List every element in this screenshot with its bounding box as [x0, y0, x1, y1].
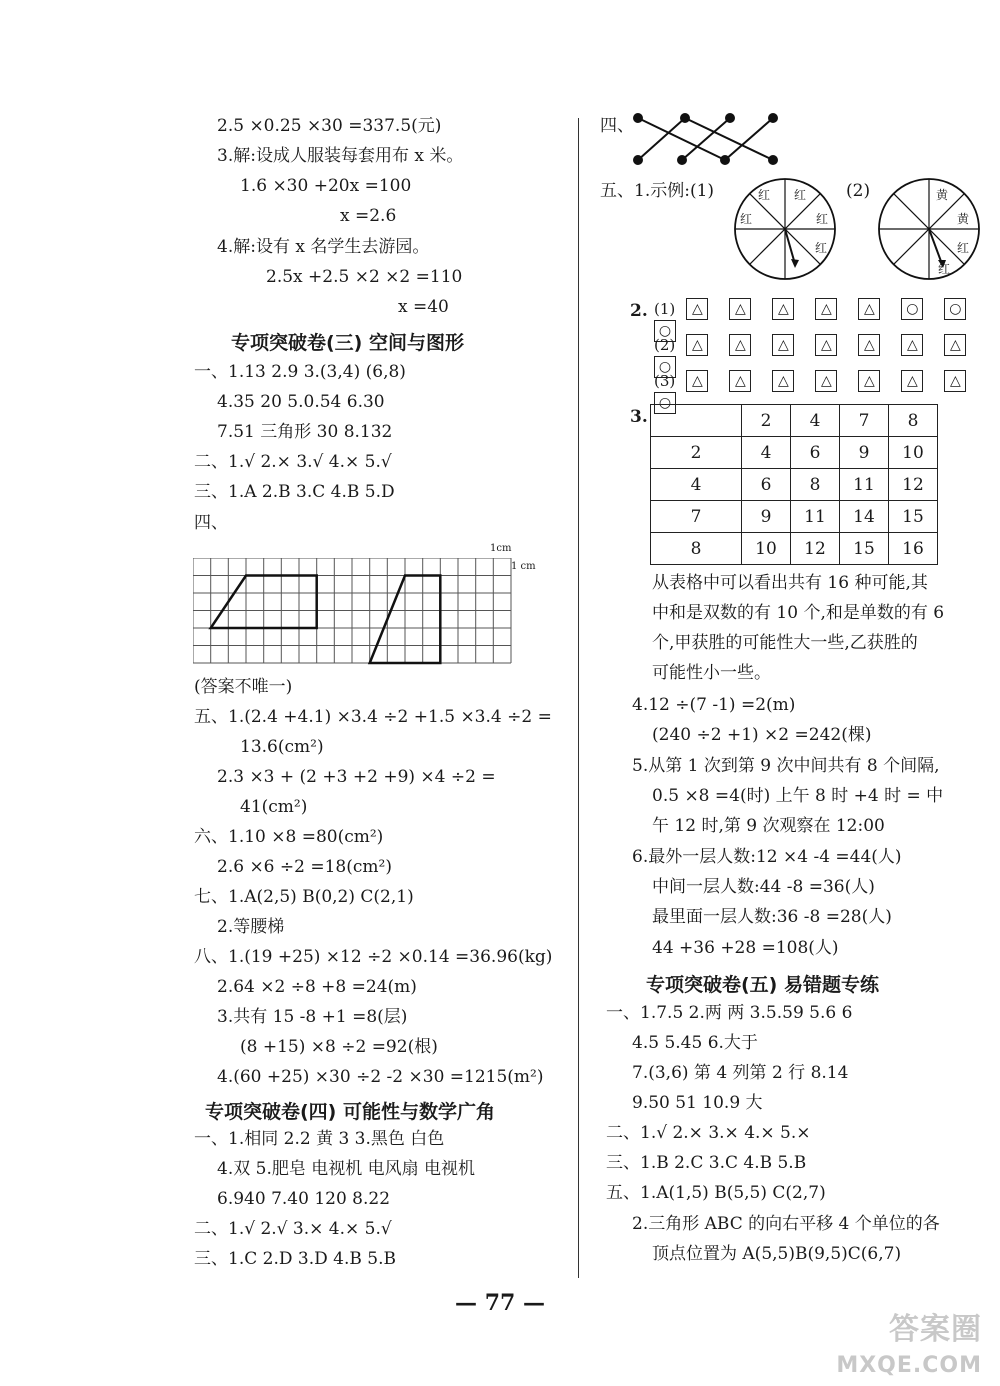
answer-line: 2.5 ×0.25 ×30 =337.5(元)	[217, 116, 442, 136]
table-cell: 11	[840, 469, 889, 501]
table-cell: 4	[742, 437, 791, 469]
answer-line: 2.三角形 ABC 的向右平移 4 个单位的各	[632, 1214, 940, 1234]
watermark-line-1: 答案圈	[889, 1312, 982, 1347]
shape-box: ○	[654, 356, 676, 378]
shape-box: △	[729, 334, 751, 356]
shape-box: △	[729, 370, 751, 392]
unit-label-1: 1cm	[490, 543, 512, 554]
answer-line: 4.解:设有 x 名学生去游园。	[217, 237, 430, 257]
wheel-label: 黄	[936, 188, 949, 202]
shape-box: △	[772, 334, 794, 356]
table-cell: 8	[791, 469, 840, 501]
answer-line: 三、1.C 2.D 3.D 4.B 5.B	[194, 1249, 396, 1269]
wheel-label: 红	[815, 241, 828, 255]
wheel-label: 红	[794, 188, 807, 202]
answer-line: 中间一层人数:44 -8 =36(人)	[652, 877, 875, 897]
answer-line: (240 ÷2 +1) ×2 =242(棵)	[652, 725, 872, 745]
answer-line: 二、1.√ 2.√ 3.× 4.× 5.√	[194, 1219, 392, 1239]
answer-line: 五、1.A(1,5) B(5,5) C(2,7)	[606, 1183, 826, 1203]
wheel-label: 红	[957, 241, 970, 255]
shape-box: △	[729, 298, 751, 320]
wheel-label: 红	[740, 212, 753, 226]
shape-box: △	[901, 334, 923, 356]
shape-box: △	[858, 370, 880, 392]
answer-line: 2.5x +2.5 ×2 ×2 =110	[266, 267, 463, 287]
shape-box: △	[944, 370, 966, 392]
answer-line: (答案不唯一)	[194, 677, 293, 697]
answer-line: 9.50 51 10.9 大	[632, 1093, 763, 1113]
answer-line: (8 +15) ×8 ÷2 =92(根)	[240, 1037, 438, 1057]
answer-line: 从表格中可以看出共有 16 种可能,其	[652, 573, 928, 593]
answer-line: 五、1.示例:(1)	[600, 181, 715, 201]
page-number: — 77 —	[455, 1290, 545, 1316]
answer-line: 三、1.A 2.B 3.C 4.B 5.D	[194, 482, 395, 502]
answer-line: x =40	[398, 297, 449, 317]
question-number: 2.	[630, 301, 648, 321]
answer-line: 一、1.相同 2.2 黄 3 3.黑色 白色	[194, 1129, 445, 1149]
matching-lines	[630, 112, 790, 172]
shape-box: △	[815, 334, 837, 356]
answer-line: 一、1.13 2.9 3.(3,4) (6,8)	[194, 362, 406, 382]
section-title: 专项突破卷(四) 可能性与数学广角	[205, 1101, 495, 1123]
answer-line: 4.5 5.45 6.大于	[632, 1033, 758, 1053]
answer-line: 6.940 7.40 120 8.22	[217, 1189, 391, 1209]
answer-line: 四、	[600, 116, 634, 136]
shape-box: △	[686, 298, 708, 320]
answer-line: 13.6(cm²)	[240, 737, 324, 757]
answer-line: 7.(3,6) 第 4 列第 2 行 8.14	[632, 1063, 849, 1083]
table-cell: 15	[840, 533, 889, 565]
answer-line: 2.3 ×3 + (2 +3 +2 +9) ×4 ÷2 =	[217, 767, 496, 787]
answer-line: 4.12 ÷(7 -1) =2(m)	[632, 695, 796, 715]
shape-box: △	[772, 298, 794, 320]
answer-line: 3.共有 15 -8 +1 =8(层)	[217, 1007, 408, 1027]
answer-line: 2.64 ×2 ÷8 +8 =24(m)	[217, 977, 417, 997]
shape-box: △	[815, 298, 837, 320]
answer-line: 2.等腰梯	[217, 917, 285, 937]
shape-box: △	[686, 370, 708, 392]
table-cell: 12	[889, 469, 938, 501]
answer-line: (2)	[846, 181, 871, 201]
table-cell: 15	[889, 501, 938, 533]
wheel-label: 黄	[957, 212, 970, 226]
answer-line: 4.双 5.肥皂 电视机 电风扇 电视机	[217, 1159, 476, 1179]
shape-box: ○	[944, 298, 966, 320]
shape-box: △	[772, 370, 794, 392]
section-title: 专项突破卷(三) 空间与图形	[231, 332, 464, 354]
row-label: (1)	[654, 299, 676, 318]
wheel-label: 红	[816, 212, 829, 226]
wheel-label: 红	[938, 262, 951, 276]
shape-box: △	[901, 370, 923, 392]
answer-line: 最里面一层人数:36 -8 =28(人)	[652, 907, 892, 927]
table-cell: 2	[651, 437, 742, 469]
table-cell: 16	[889, 533, 938, 565]
answer-line: 二、1.√ 2.× 3.× 4.× 5.×	[606, 1123, 811, 1143]
table-cell: 12	[791, 533, 840, 565]
table-cell: 9	[742, 501, 791, 533]
shape-box: △	[944, 334, 966, 356]
shape-box: △	[686, 334, 708, 356]
table-cell: 6	[791, 437, 840, 469]
question-number: 3.	[630, 407, 648, 427]
answer-line: 5.从第 1 次到第 9 次中间共有 8 个间隔,	[632, 756, 940, 776]
answer-line: 6.最外一层人数:12 ×4 -4 =44(人)	[632, 847, 902, 867]
grid-figure	[193, 558, 543, 668]
table-cell: 10	[889, 437, 938, 469]
answer-line: 一、1.7.5 2.两 两 3.5.59 5.6 6	[606, 1003, 853, 1023]
watermark-line-2: MXQE.COM	[836, 1353, 982, 1378]
column-divider	[578, 118, 579, 1278]
table-cell: 7	[651, 501, 742, 533]
answer-line: 3.解:设成人服装每套用布 x 米。	[217, 146, 464, 166]
wheel-label: 红	[758, 188, 771, 202]
unit-label-2: 1 cm	[511, 561, 536, 572]
table-cell: 7	[840, 405, 889, 437]
table-cell: 4	[651, 469, 742, 501]
table-cell: 6	[742, 469, 791, 501]
answer-line: 中和是双数的有 10 个,和是单数的有 6	[652, 603, 945, 623]
answer-line: 4.(60 +25) ×30 ÷2 -2 ×30 =1215(m²)	[217, 1067, 544, 1087]
answer-line: 二、1.√ 2.× 3.√ 4.× 5.√	[194, 452, 392, 472]
answer-line: 五、1.(2.4 +4.1) ×3.4 ÷2 +1.5 ×3.4 ÷2 =	[194, 707, 552, 727]
shape-box: ○	[654, 392, 676, 414]
answer-line: 三、1.B 2.C 3.C 4.B 5.B	[606, 1153, 807, 1173]
sum-table	[650, 404, 938, 565]
answer-line: 44 +36 +28 =108(人)	[652, 938, 839, 958]
answer-line: 可能性小一些。	[652, 663, 771, 683]
answer-line: 八、1.(19 +25) ×12 ÷2 ×0.14 =36.96(kg)	[194, 947, 553, 967]
answer-line: 四、	[194, 513, 228, 533]
section-title: 专项突破卷(五) 易错题专练	[646, 974, 879, 996]
table-cell	[651, 405, 742, 437]
row-label: (3)	[654, 371, 676, 390]
answer-line: 个,甲获胜的可能性大一些,乙获胜的	[652, 633, 918, 653]
table-cell: 10	[742, 533, 791, 565]
answer-line: 0.5 ×8 =4(时) 上午 8 时 +4 时 = 中	[652, 786, 944, 806]
answer-line: x =2.6	[340, 206, 397, 226]
shape-box: △	[815, 370, 837, 392]
table-cell: 2	[742, 405, 791, 437]
shape-box: ○	[901, 298, 923, 320]
answer-line: 1.6 ×30 +20x =100	[240, 176, 412, 196]
answer-line: 7.51 三角形 30 8.132	[217, 422, 393, 442]
answer-line: 4.35 20 5.0.54 6.30	[217, 392, 385, 412]
answer-line: 午 12 时,第 9 次观察在 12:00	[652, 816, 885, 836]
table-cell: 9	[840, 437, 889, 469]
table-cell: 8	[651, 533, 742, 565]
row-label: (2)	[654, 335, 676, 354]
shape-box: △	[858, 298, 880, 320]
shape-box: △	[858, 334, 880, 356]
answer-line: 六、1.10 ×8 =80(cm²)	[194, 827, 384, 847]
answer-line: 七、1.A(2,5) B(0,2) C(2,1)	[194, 887, 414, 907]
answer-line: 顶点位置为 A(5,5)B(9,5)C(6,7)	[652, 1244, 902, 1264]
watermark-logo	[836, 1312, 982, 1384]
shape-box: ○	[654, 320, 676, 342]
answer-line: 2.6 ×6 ÷2 =18(cm²)	[217, 857, 392, 877]
table-cell: 8	[889, 405, 938, 437]
table-cell: 4	[791, 405, 840, 437]
table-cell: 11	[791, 501, 840, 533]
answer-line: 41(cm²)	[240, 797, 308, 817]
table-cell: 14	[840, 501, 889, 533]
